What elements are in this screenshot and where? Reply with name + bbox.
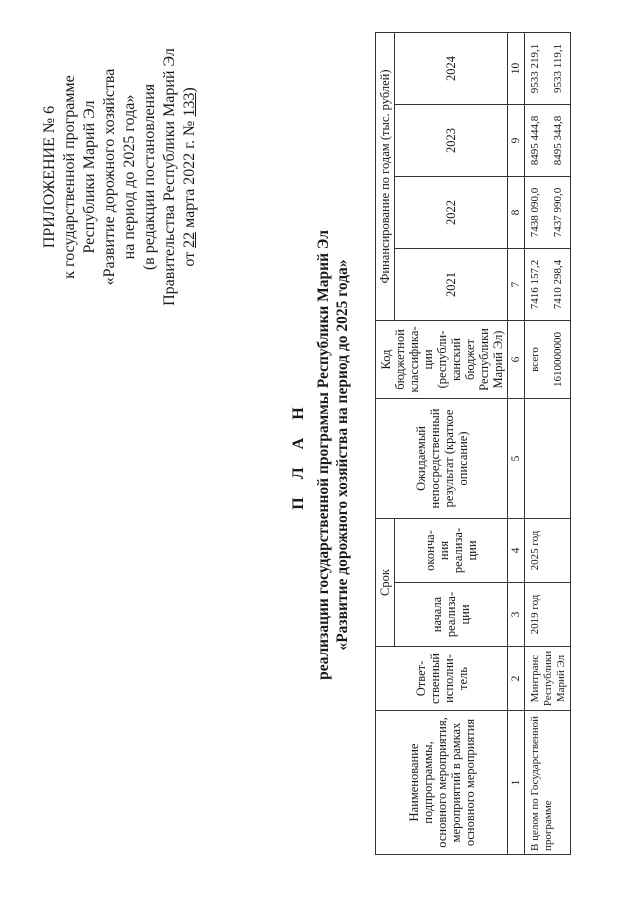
column-number: 4 bbox=[508, 518, 525, 582]
row-2022 bbox=[525, 176, 571, 248]
header-code: Код бюджетной классифика-ции (республи-канский бюджет Республики Марий Эл) bbox=[376, 320, 508, 398]
row-executor: Минтранс Республики Марий Эл bbox=[525, 647, 571, 711]
subtitle-line: «Развитие дорожного хозяйства на период до 2025 года» bbox=[334, 259, 351, 651]
value-total: 7416 157,2 bbox=[529, 259, 541, 310]
row-2021 bbox=[525, 248, 571, 320]
column-number: 9 bbox=[508, 104, 525, 176]
header-financing: Финансирование по годам (тыс. рублей) bbox=[376, 32, 395, 320]
value-budget: 7437 990,0 bbox=[552, 187, 564, 238]
appendix-line: «Развитие дорожного хозяйства bbox=[101, 68, 118, 286]
appendix-date-line bbox=[180, 27, 200, 327]
document-title: П Л А Н bbox=[290, 400, 307, 510]
header-year: 2022 bbox=[395, 176, 508, 248]
row-end: 2025 год bbox=[525, 518, 571, 582]
value-total: 7438 090,0 bbox=[529, 187, 541, 238]
date-mid: марта 2022 г. № bbox=[181, 116, 198, 232]
table-row bbox=[525, 32, 571, 854]
header-term-end: оконча-ния реализа-ции bbox=[395, 518, 508, 582]
row-2023 bbox=[525, 104, 571, 176]
date-suffix: ) bbox=[181, 87, 198, 93]
row-start: 2019 год bbox=[525, 583, 571, 647]
subtitle-line: реализации государственной программы Республики Марий Эл bbox=[315, 230, 332, 680]
value-total: 9533 219,1 bbox=[529, 43, 541, 94]
appendix-block bbox=[40, 27, 200, 327]
header-term: Срок bbox=[376, 518, 395, 646]
date-day: 22 bbox=[181, 231, 198, 248]
appendix-line: (в редакции постановления bbox=[141, 83, 158, 271]
appendix-line: к государственной программе bbox=[61, 75, 78, 279]
appendix-line: Республики Марий Эл bbox=[81, 100, 98, 254]
value-total: 8495 444,8 bbox=[529, 115, 541, 166]
value-budget: 8495 344,8 bbox=[552, 115, 564, 166]
row-2024 bbox=[525, 32, 571, 104]
header-year: 2024 bbox=[395, 32, 508, 104]
code-value: 1610000000 bbox=[552, 331, 564, 387]
column-number: 3 bbox=[508, 583, 525, 647]
appendix-line: на период до 2025 года» bbox=[121, 94, 138, 260]
value-budget: 9533 119,1 bbox=[552, 43, 564, 94]
header-name: Наименование подпрограммы, основного мероприятия, мероприятий в рамках основного мероприятия bbox=[376, 711, 508, 855]
header-executor: Ответ-ственный исполни-тель bbox=[376, 647, 508, 711]
date-prefix: от bbox=[181, 247, 198, 267]
plan-table bbox=[375, 32, 571, 855]
column-number: 8 bbox=[508, 176, 525, 248]
column-number: 6 bbox=[508, 320, 525, 398]
row-result bbox=[525, 398, 571, 518]
code-total-label: всего bbox=[529, 347, 541, 372]
document-subtitle bbox=[314, 65, 352, 845]
column-number: 10 bbox=[508, 32, 525, 104]
column-number: 1 bbox=[508, 711, 525, 855]
header-year: 2023 bbox=[395, 104, 508, 176]
column-number: 5 bbox=[508, 398, 525, 518]
appendix-line: Правительства Республики Марий Эл bbox=[161, 48, 178, 306]
row-code bbox=[525, 320, 571, 398]
header-year: 2021 bbox=[395, 248, 508, 320]
header-result: Ожидаемый непосредственный результат (краткое описание) bbox=[376, 398, 508, 518]
header-term-start: начала реализа-ции bbox=[395, 583, 508, 647]
decree-number: 133 bbox=[181, 92, 198, 117]
value-budget: 7410 298,4 bbox=[552, 259, 564, 310]
appendix-line: ПРИЛОЖЕНИЕ № 6 bbox=[41, 105, 58, 249]
column-number: 7 bbox=[508, 248, 525, 320]
column-number: 2 bbox=[508, 647, 525, 711]
row-name: В целом по Государственной программе bbox=[525, 711, 571, 855]
